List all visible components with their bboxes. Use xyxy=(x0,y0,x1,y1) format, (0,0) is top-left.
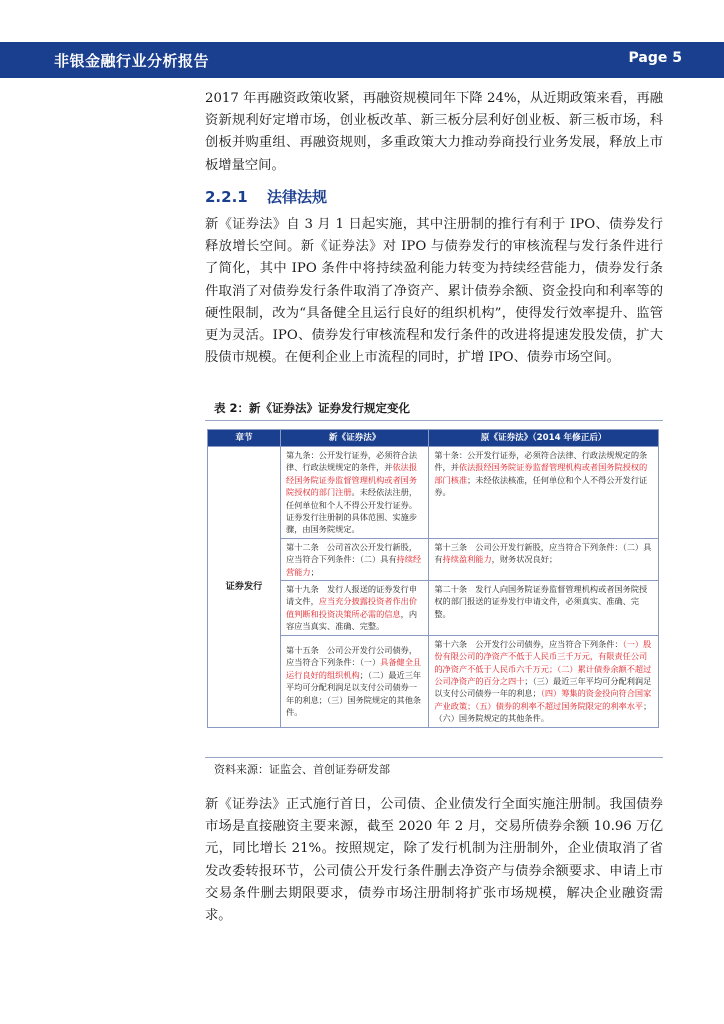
header-bar xyxy=(0,42,724,78)
new-law-cell xyxy=(281,581,429,636)
table-caption: 表 2：新《证券法》证券发行规定变化 xyxy=(214,401,411,415)
chapter-cell: 证券发行 xyxy=(208,447,281,728)
section-number: 2.2.1 xyxy=(205,188,248,206)
section-title: 法律法规 xyxy=(266,188,327,206)
cell-text: 第二十条 发行人向国务院证券监督管理机构或者国务院授权的部门报送的证券发行申请文件，必须真实、准确、完整。 xyxy=(434,584,648,619)
cell-text: 第九条：公开发行证券，必须符合法律、行政法规规定的条件，并 xyxy=(286,450,418,473)
old-law-cell xyxy=(429,635,659,727)
table-row xyxy=(208,447,659,539)
cell-text: 第十三条 公司公开发行新股，应当符合下列条件：（二）具有 xyxy=(434,541,652,565)
new-law-cell xyxy=(281,447,429,539)
table-source: 资料来源：证监会、首创证券研发部 xyxy=(214,763,390,776)
new-law-cell xyxy=(281,538,429,580)
report-title: 非银金融行业分析报告 xyxy=(54,52,210,70)
cell-text: 第十二条 公司首次公开发行新股，应当符合下列条件：（二）具有 xyxy=(286,541,418,565)
highlighted-text: （一）股份有限公司的净资产不低于人民币三千万元，有限责任公司的净资产不低于人民币六千万元；（二）累计债券余额不超过公司净资产的百分之四十 xyxy=(434,638,652,686)
cell-text: ；（六）国务院规定的其他条件。 xyxy=(434,700,652,724)
page-number: Page 5 xyxy=(628,50,682,66)
header-chapter: 章节 xyxy=(208,430,281,447)
header-new-law: 新《证券法》 xyxy=(281,430,429,447)
header-old-law: 原《证券法》（2014 年修正后） xyxy=(429,430,659,447)
section-heading xyxy=(205,186,327,207)
cell-text: ； xyxy=(310,566,319,577)
cell-text: 第十条：公开发行证券，必须符合法律、行政法规规定的条件，并 xyxy=(434,450,648,473)
highlighted-text: 持续盈利能力 xyxy=(442,554,492,565)
highlighted-text: 依法报经国务院证券监督管理机构或者国务院授权的部门核准 xyxy=(434,462,648,485)
paragraph-refinancing: 2017 年再融资政策收紧，再融资规模同年下降 24%，从近期政策来看，再融资新规利好定增市场，创业板改革、新三板分层利好创业板、新三板市场，科创板并购重组、再融资规则，多重政策大力推动券商投行业务发展，释放上市板增量空间。 xyxy=(205,91,663,173)
cell-text: 第十九条 发行人报送的证券发行申请文件， xyxy=(286,584,418,607)
cell-text: 第十六条 公开发行公司债券，应当符合下列条件： xyxy=(434,638,623,649)
caption-divider xyxy=(205,420,663,421)
source-divider xyxy=(205,757,663,758)
paragraph-bond-market: 新《证券法》正式施行首日，公司债、企业债发行全面实施注册制。我国债券市场是直接融资主要来源，截至 2020 年 2 月，交易所债券余额 10.96 万亿元，同比增长 21%。按照规定，除了发行机制为注册制外，企业债取消了省发改委转报环节，公司债公开发行条件删去净资产与债券余额要求、申请上市交易条件删去期限要求，债券市场注册制将扩张市场规模，解决企业融资需求。 xyxy=(205,797,663,924)
paragraph-securities-law: 新《证券法》自 3 月 1 日起实施，其中注册制的推行有利于 IPO、债券发行释放增长空间。新《证券法》对 IPO 与债券发行的审核流程与发行条件进行了简化，其中 IPO 条件中将持续盈利能力转变为持续经营能力，债券发行条件取消了对债券发行条件取消了净资产、累计债券余额、资金投向和利率等的硬性限制，改为“具备健全且运行良好的组织机构”，使得发行效率提升、监管更为灵活。IPO、债券发行审核流程和发行条件的改进将提速发股发债，扩大股债市规模。在便利企业上市流程的同时，扩增 IPO、债券市场空间。 xyxy=(205,217,663,366)
cell-text: 第十五条 公司公开发行公司债券，应当符合下列条件：（一） xyxy=(286,644,418,668)
old-law-cell xyxy=(429,447,659,539)
cell-text: 。未经依法注册，任何单位和个人不得公开发行证券。证券发行注册制的具体范围、实施步骤，由国务院规定。 xyxy=(286,487,418,535)
table-header-row xyxy=(208,430,659,447)
highlighted-text: 依法报经国务院证券监督管理机构或者国务院授权的部门注册 xyxy=(286,462,418,498)
cell-text: ，内容应当真实、准确、完整。 xyxy=(286,608,418,632)
cell-text: ，财务状况良好； xyxy=(491,554,558,565)
highlighted-text: 持续经营能力 xyxy=(286,554,422,577)
highlighted-text: 应当充分披露投资者作出价值判断和投资决策所必需的信息 xyxy=(286,596,418,619)
new-law-cell xyxy=(281,635,429,727)
cell-text: ；未经依法核准，任何单位和个人不得公开发行证券。 xyxy=(434,474,648,498)
highlighted-text: 具备健全且运行良好的组织机构 xyxy=(286,657,422,680)
old-law-cell xyxy=(429,538,659,580)
old-law-cell xyxy=(429,581,659,636)
comparison-table xyxy=(207,429,659,728)
cell-text: ；（二）最近三年平均可分配利润足以支付公司债券一年的利息；（三）国务院规定的其他条件。 xyxy=(286,669,422,717)
cell-text: ；（三）最近三年平均可分配利润足以支付公司债券一年的利息； xyxy=(434,675,652,699)
highlighted-text: （四）筹集的资金投向符合国家产业政策；（五）债券的利率不超过国务院限定的利率水平 xyxy=(434,688,652,711)
